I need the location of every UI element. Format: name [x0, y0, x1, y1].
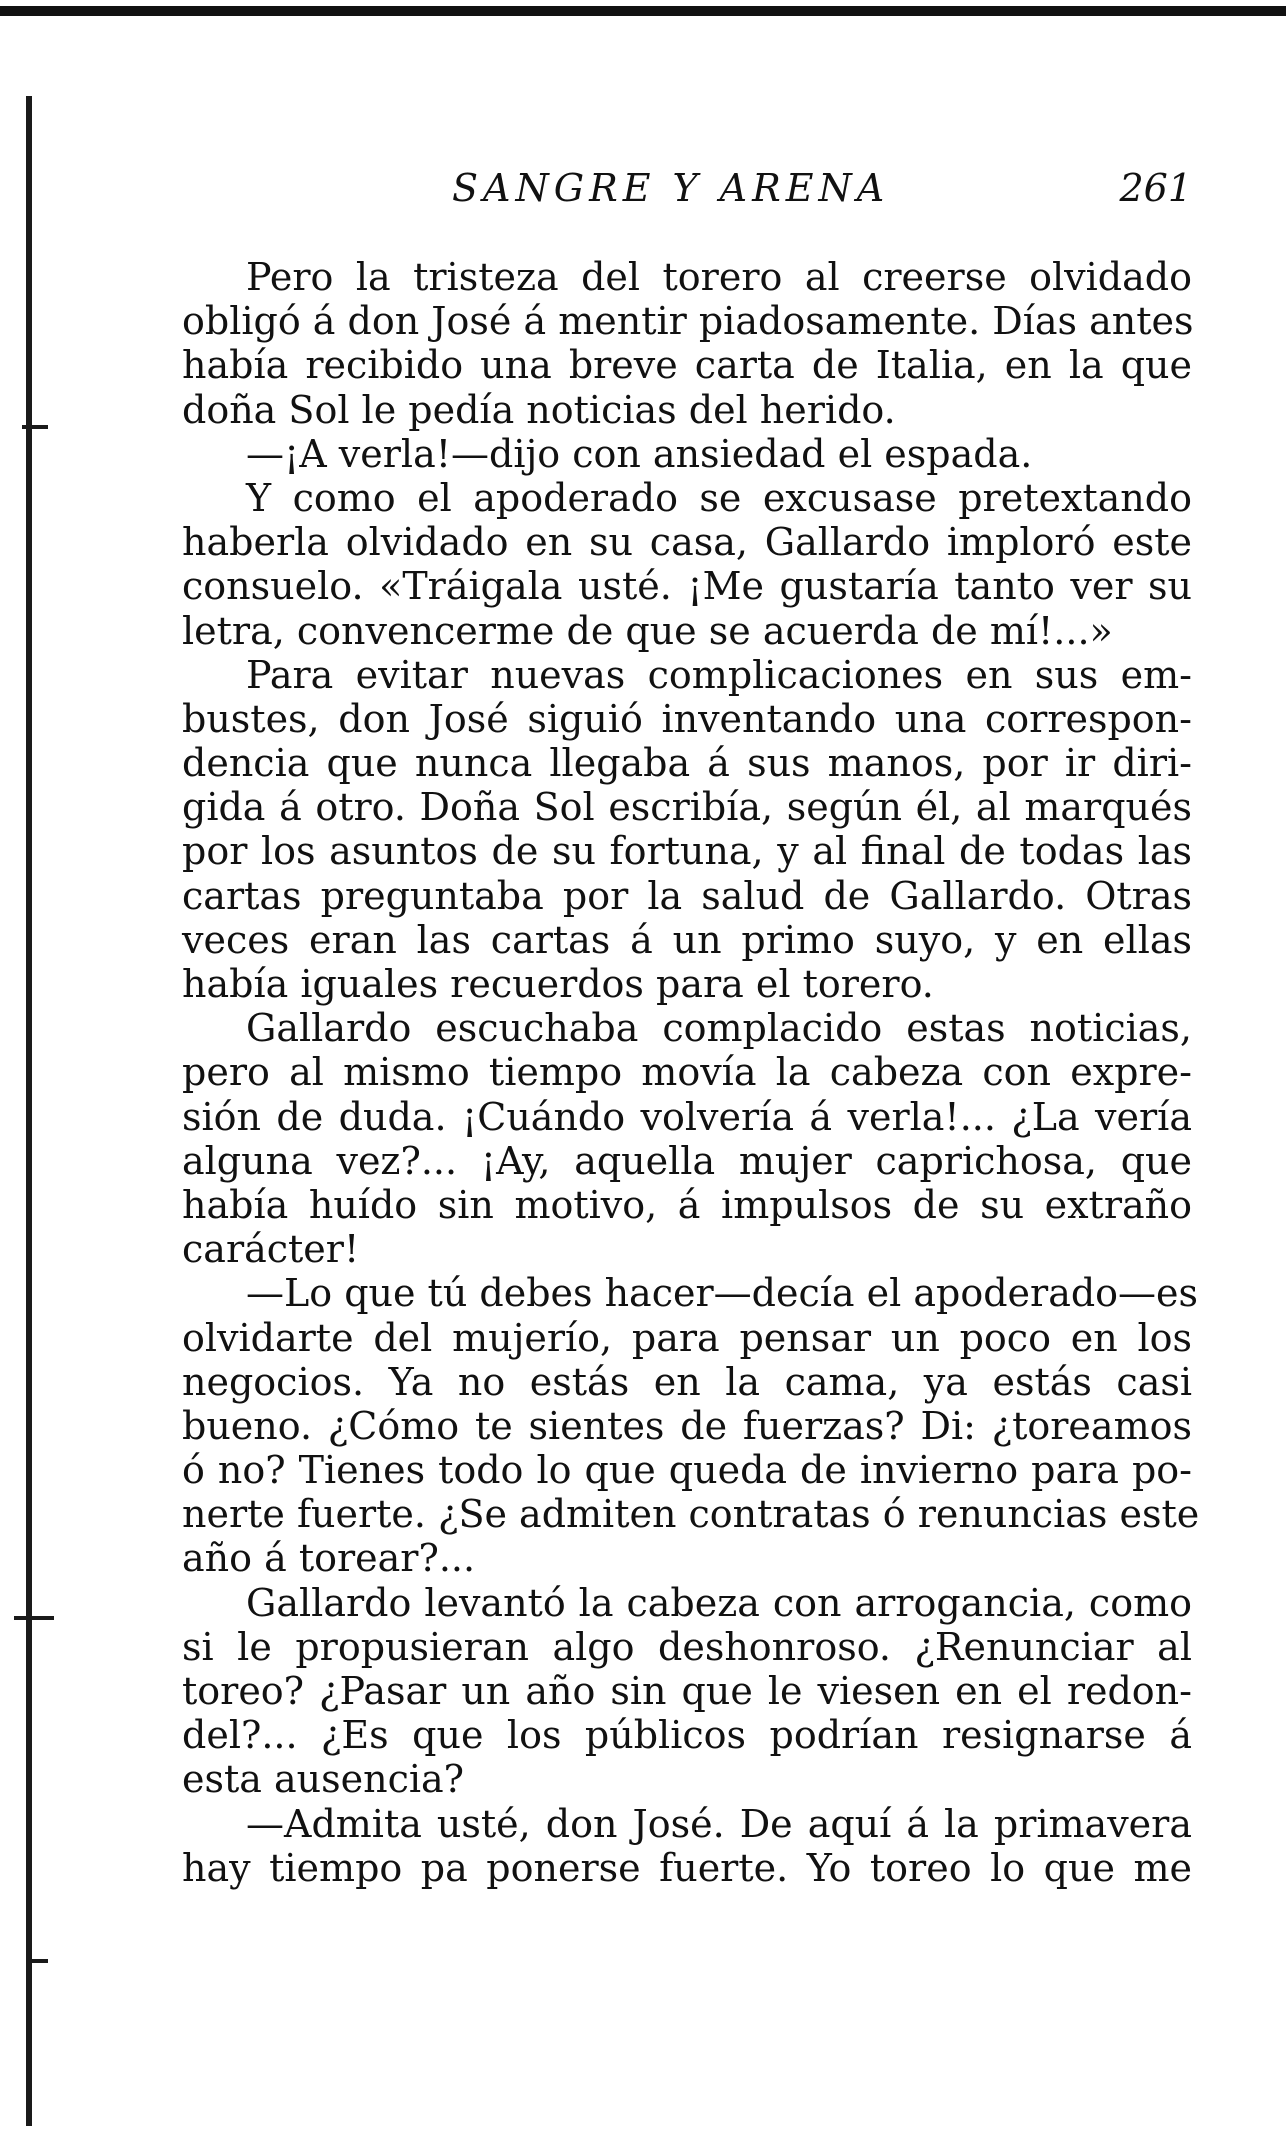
text-line: negocios. Ya no estás en la cama, ya estás casi	[182, 1359, 1192, 1404]
text-line: carácter!	[182, 1227, 360, 1272]
text-line: consuelo. «Tráigala usté. ¡Me gustaría tanto ver su	[182, 564, 1192, 609]
text-line: bueno. ¿Cómo te sientes de fuerzas? Di: ¿toreamos	[182, 1403, 1192, 1448]
text-line: alguna vez?... ¡Ay, aquella mujer caprichosa, que	[182, 1138, 1192, 1183]
text-line: por los asuntos de su fortuna, y al final de todas las	[182, 829, 1192, 874]
running-title: SANGRE Y ARENA	[452, 166, 890, 210]
text-line: veces eran las cartas á un primo suyo, y en ellas	[182, 917, 1192, 962]
page-header	[182, 160, 1192, 216]
text-line: había huído sin motivo, á impulsos de su extraño	[182, 1182, 1192, 1227]
text-line: Para evitar nuevas complicaciones en sus em-	[246, 652, 1192, 697]
text-line: haberla olvidado en su casa, Gallardo imploró este	[182, 520, 1192, 565]
body-text	[182, 255, 1200, 1890]
text-line: letra, convencerme de que se acuerda de mí!...»	[182, 608, 1113, 653]
scan-top-border	[0, 6, 1286, 16]
text-line: —¡A verla!—dijo con ansiedad el espada.	[246, 431, 1033, 476]
text-line: sión de duda. ¡Cuándo volvería á verla!... ¿La vería	[182, 1094, 1192, 1139]
text-line: había iguales recuerdos para el torero.	[182, 962, 934, 1006]
text-line: cartas preguntaba por la salud de Gallardo. Otras	[182, 873, 1192, 918]
text-line: había recibido una breve carta de Italia, en la que	[182, 343, 1192, 388]
scan-margin-mark	[26, 1959, 48, 1963]
text-line: esta ausencia?	[182, 1757, 465, 1802]
text-line: si le propusieran algo deshonroso. ¿Renunciar al	[182, 1624, 1192, 1669]
text-line: —Admita usté, don José. De aquí á la primavera	[246, 1801, 1192, 1846]
scan-margin-mark	[22, 425, 48, 429]
text-line: obligó á don José á mentir piadosamente. Días antes	[182, 299, 1194, 344]
scan-left-border	[26, 96, 32, 2126]
text-line: toreo? ¿Pasar un año sin que le viesen en el redon-	[182, 1669, 1192, 1713]
text-line: gida á otro. Doña Sol escribía, según él, al marqués	[182, 785, 1192, 830]
text-line: dencia que nunca llegaba á sus manos, por ir diri-	[182, 741, 1192, 786]
text-line: doña Sol le pedía noticias del herido.	[182, 387, 896, 432]
text-line: Gallardo levantó la cabeza con arrogancia, como	[246, 1580, 1192, 1625]
text-line: hay tiempo pa ponerse fuerte. Yo toreo lo que me	[182, 1845, 1192, 1890]
text-line: Gallardo escuchaba complacido estas noticias,	[246, 1006, 1192, 1051]
scan-margin-mark	[14, 1616, 54, 1620]
page-number: 261	[1119, 166, 1192, 210]
text-line: del?... ¿Es que los públicos podrían resignarse á	[182, 1713, 1192, 1758]
text-line: nerte fuerte. ¿Se admiten contratas ó renuncias este	[182, 1492, 1200, 1537]
text-line: año á torear?...	[182, 1536, 476, 1581]
text-line: bustes, don José siguió inventando una correspon-	[182, 696, 1192, 741]
text-line: Pero la tristeza del torero al creerse olvidado	[246, 255, 1192, 299]
text-line: Y como el apoderado se excusase pretextando	[246, 475, 1192, 520]
text-line: pero al mismo tiempo movía la cabeza con expre-	[182, 1050, 1192, 1095]
text-line: olvidarte del mujerío, para pensar un poco en los	[182, 1315, 1192, 1360]
text-line: —Lo que tú debes hacer—decía el apoderado—es	[246, 1271, 1199, 1316]
text-line: ó no? Tienes todo lo que queda de invierno para po-	[182, 1448, 1192, 1493]
